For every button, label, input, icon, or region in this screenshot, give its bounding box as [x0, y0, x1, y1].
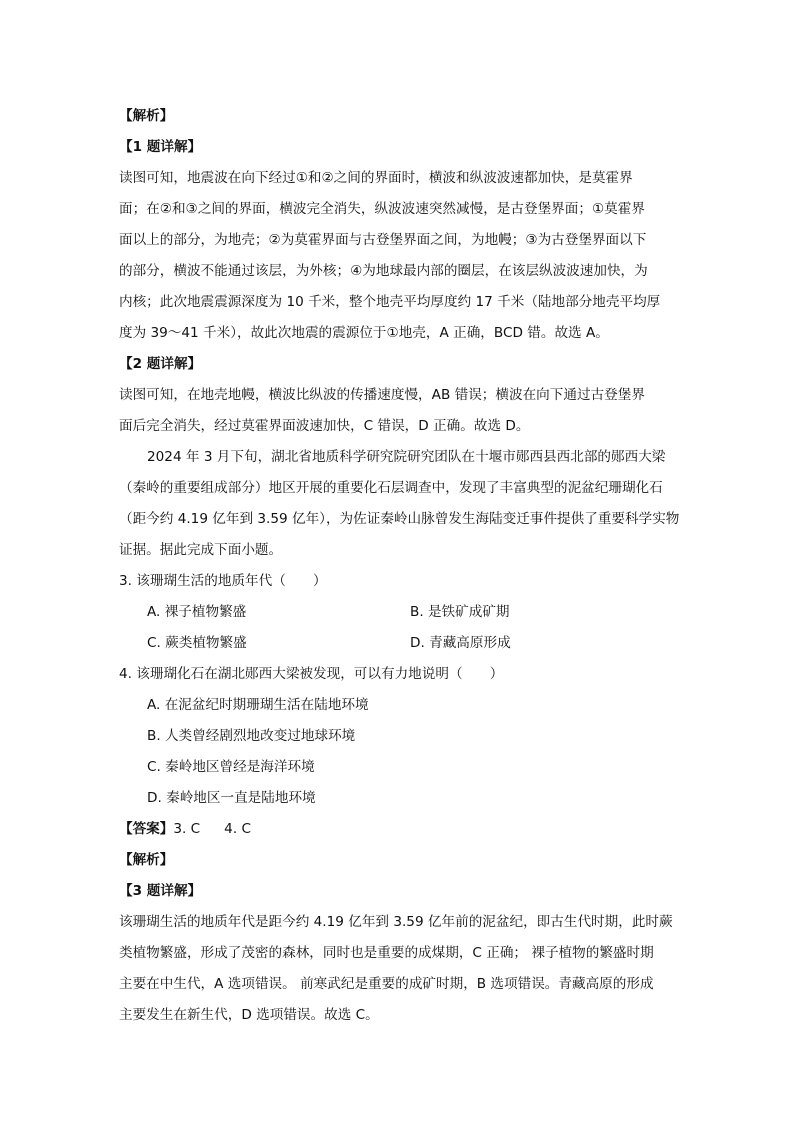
paragraph-line: 读图可知，地震波在向下经过①和②之间的界面时，横波和纵波波速都加快，是莫霍界 [119, 170, 633, 186]
option-d: D. 秦岭地区一直是陆地环境 [147, 790, 316, 806]
paragraph-line: 面后完全消失，经过莫霍界面波速加快，C 错误，D 正确。故选 D。 [119, 418, 530, 434]
paragraph-line: 主要发生在新生代，D 选项错误。故选 C。 [119, 1007, 379, 1023]
q3-explanation [119, 907, 679, 1031]
analysis-heading: 【解析】 [119, 108, 174, 124]
option-b: B. 人类曾经剧烈地改变过地球环境 [147, 728, 356, 744]
q2-explanation [119, 380, 679, 442]
option-a: A. 裸子植物繁盛 [147, 604, 247, 620]
analysis-heading: 【解析】 [119, 852, 174, 868]
q1-detail-heading: 【1 题详解】 [119, 139, 202, 155]
paragraph-line: （秦岭的重要组成部分）地区开展的重要化石层调查中，发现了丰富典型的泥盆纪珊瑚化石 [119, 480, 663, 496]
q3-detail-heading: 【3 题详解】 [119, 883, 202, 899]
question-3 [119, 566, 679, 659]
document-page [119, 101, 679, 1031]
q2-detail-heading: 【2 题详解】 [119, 356, 202, 372]
paragraph-line: 读图可知，在地壳地幔，横波比纵波的传播速度慢，AB 错误；横波在向下通过古登堡界 [119, 387, 645, 403]
option-d: D. 青藏高原形成 [410, 635, 511, 651]
paragraph-line: 证据。据此完成下面小题。 [119, 542, 283, 558]
paragraph-line: 类植物繁盛，形成了茂密的森林，同时也是重要的成煤期，C 正确； 裸子植物的繁盛时期 [119, 945, 654, 961]
q1-explanation [119, 163, 679, 349]
answer-line [119, 814, 679, 845]
paragraph-line: 该珊瑚生活的地质年代是距今约 4.19 亿年到 3.59 亿年前的泥盆纪，即古生代时期，此时蕨 [119, 914, 673, 930]
answer-3: 3. C [173, 821, 201, 837]
answer-label: 【答案】 [119, 821, 174, 837]
option-c: C. 蕨类植物繁盛 [147, 635, 247, 651]
paragraph-line: 面；在②和③之间的界面，横波完全消失，纵波波速突然减慢，是古登堡界面；①莫霍界 [119, 201, 645, 217]
paragraph-line: （距今约 4.19 亿年到 3.59 亿年），为佐证秦岭山脉曾发生海陆变迁事件提供了重要科学实物 [119, 511, 680, 527]
question-4 [119, 659, 679, 814]
paragraph-line: 面以上的部分，为地壳；②为莫霍界面与古登堡界面之间，为地幔；③为古登堡界面以下 [119, 232, 647, 248]
paragraph-line: 2024 年 3 月下旬，湖北省地质科学研究院研究团队在十堰市郧西县西北部的郧西大梁 [147, 449, 666, 465]
option-row [119, 597, 679, 628]
paragraph-line: 的部分，横波不能通过该层，为外核；④为地球最内部的圈层，在该层纵波波速加快，为 [119, 263, 648, 279]
option-b: B. 是铁矿成矿期 [410, 604, 510, 620]
question-stem: 4. 该珊瑚化石在湖北郧西大梁被发现，可以有力地说明（ ） [119, 666, 504, 682]
paragraph-line: 度为 39～41 千米），故此次地震的震源位于①地壳，A 正确，BCD 错。故选 A。 [119, 325, 609, 341]
paragraph-line: 内核；此次地震震源深度为 10 千米，整个地壳平均厚度约 17 千米（陆地部分地壳平均厚 [119, 294, 661, 310]
question-stem: 3. 该珊瑚生活的地质年代（ ） [119, 573, 327, 589]
answer-4: 4. C [224, 821, 251, 837]
reading-passage [119, 442, 679, 566]
option-row [119, 628, 679, 659]
option-a: A. 在泥盆纪时期珊瑚生活在陆地环境 [147, 697, 369, 713]
paragraph-line: 主要在中生代，A 选项错误。 前寒武纪是重要的成矿时期，B 选项错误。青藏高原的形成 [119, 976, 654, 992]
option-c: C. 秦岭地区曾经是海洋环境 [147, 759, 315, 775]
